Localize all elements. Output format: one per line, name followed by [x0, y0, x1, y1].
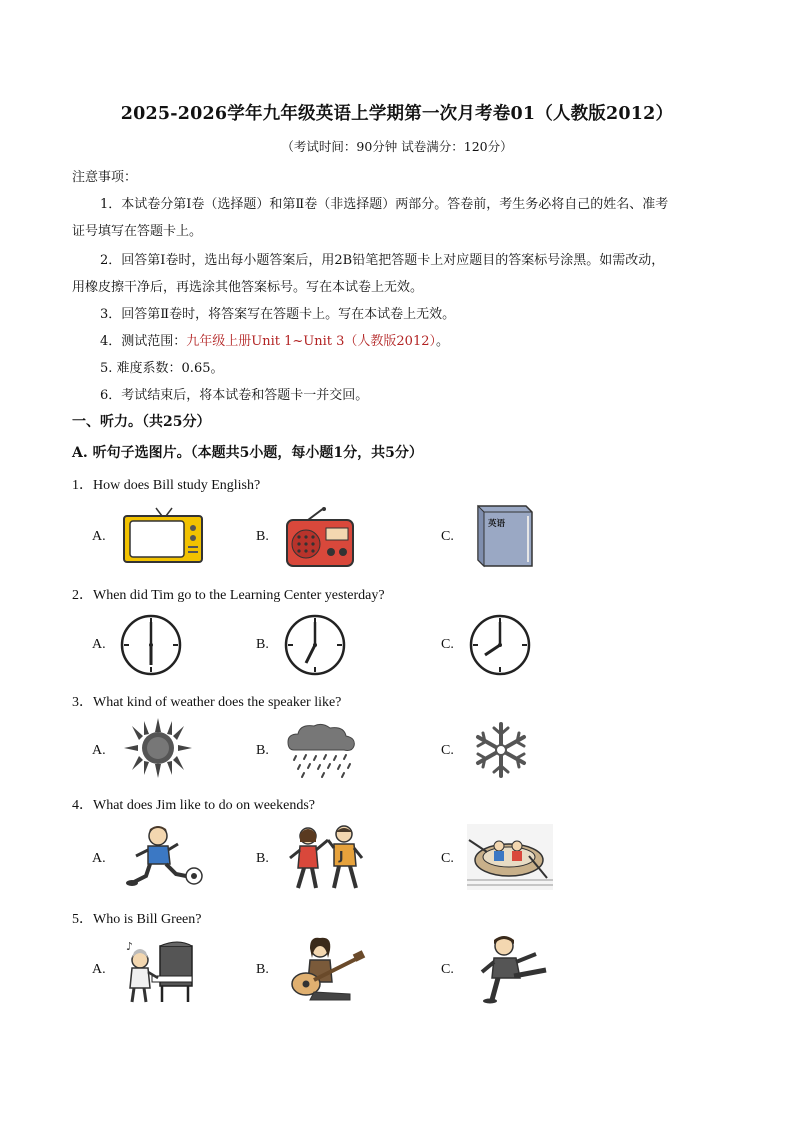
snowflake-icon	[468, 720, 534, 780]
q4-option-c-label: C.	[441, 851, 454, 866]
rain-cloud-icon	[284, 722, 358, 778]
book-icon	[470, 502, 536, 570]
tv-icon	[120, 506, 206, 566]
q3-option-a-label: A.	[92, 743, 106, 758]
book-cover-text: 英语	[488, 519, 506, 529]
notice-item-4-prefix: 4．测试范围：	[100, 334, 187, 349]
rowing-boat-icon	[467, 824, 553, 890]
notice-item-5: 5. 难度系数：0.65。	[100, 361, 224, 376]
q3-option-c-label: C.	[441, 743, 454, 758]
q5-option-a-label: A.	[92, 962, 106, 977]
question-5: 5．Who is Bill Green?	[72, 912, 202, 927]
kung-fu-icon	[470, 934, 550, 1004]
sun-icon	[120, 718, 196, 778]
question-3: 3．What kind of weather does the speaker like?	[72, 695, 342, 710]
notice-item-4-suffix: 。	[436, 334, 450, 349]
svg-text:J: J	[339, 849, 344, 863]
q5-option-b-label: B.	[256, 962, 269, 977]
q2-option-b-label: B.	[256, 637, 269, 652]
notice-item-3: 3．回答第Ⅱ卷时，将答案写在答题卡上。写在本试卷上无效。	[100, 307, 456, 322]
question-4: 4．What does Jim like to do on weekends?	[72, 798, 316, 813]
q5-option-c-label: C.	[441, 962, 454, 977]
q1-option-a-label: A.	[92, 529, 106, 544]
q4-option-b-label: B.	[256, 851, 269, 866]
clock-8-icon	[468, 613, 532, 677]
question-1: 1．How does Bill study English?	[72, 478, 261, 493]
notice-heading: 注意事项：	[72, 170, 138, 185]
dancers-icon	[284, 822, 368, 892]
notice-item-1b: 证号填写在答题卡上。	[72, 224, 203, 239]
q3-option-b-label: B.	[256, 743, 269, 758]
q2-option-c-label: C.	[441, 637, 454, 652]
page-subtitle: （考试时间：90分钟 试卷满分：120分）	[281, 139, 513, 154]
notice-item-1a: 1．本试卷分第Ⅰ卷（选择题）和第Ⅱ卷（非选择题）两部分。答卷前，考生务必将自己的姓名、准考	[100, 197, 669, 212]
section-heading-listening: 一、听力。（共25分）	[72, 414, 211, 430]
pianist-icon	[122, 938, 196, 1004]
page-title: 2025-2026学年九年级英语上学期第一次月考卷01（人教版2012）	[120, 104, 674, 124]
q1-option-b-label: B.	[256, 529, 269, 544]
clock-7-icon	[283, 613, 347, 677]
radio-icon	[284, 506, 356, 568]
notice-item-6: 6．考试结束后，将本试卷和答题卡一并交回。	[100, 388, 369, 403]
clock-6-icon	[119, 613, 183, 677]
question-2: 2．When did Tim go to the Learning Center yesterday?	[72, 588, 385, 603]
test-range: 九年级上册Unit 1~Unit 3（人教版2012）	[186, 334, 436, 349]
notice-item-2a: 2．回答第Ⅰ卷时，选出每小题答案后，用2B铅笔把答题卡上对应题目的答案标号涂黑。如需改动，	[100, 253, 665, 268]
part-a-heading: A. 听句子选图片。（本题共5小题，每小题1分，共5分）	[72, 445, 423, 461]
notice-item-2b: 用橡皮擦干净后，再选涂其他答案标号。写在本试卷上无效。	[72, 280, 424, 295]
q4-option-a-label: A.	[92, 851, 106, 866]
soccer-player-icon	[118, 824, 206, 890]
guitarist-icon	[284, 936, 368, 1004]
notice-item-4	[100, 330, 449, 349]
q2-option-a-label: A.	[92, 637, 106, 652]
svg-text:♪: ♪	[126, 940, 134, 953]
q1-option-c-label: C.	[441, 529, 454, 544]
